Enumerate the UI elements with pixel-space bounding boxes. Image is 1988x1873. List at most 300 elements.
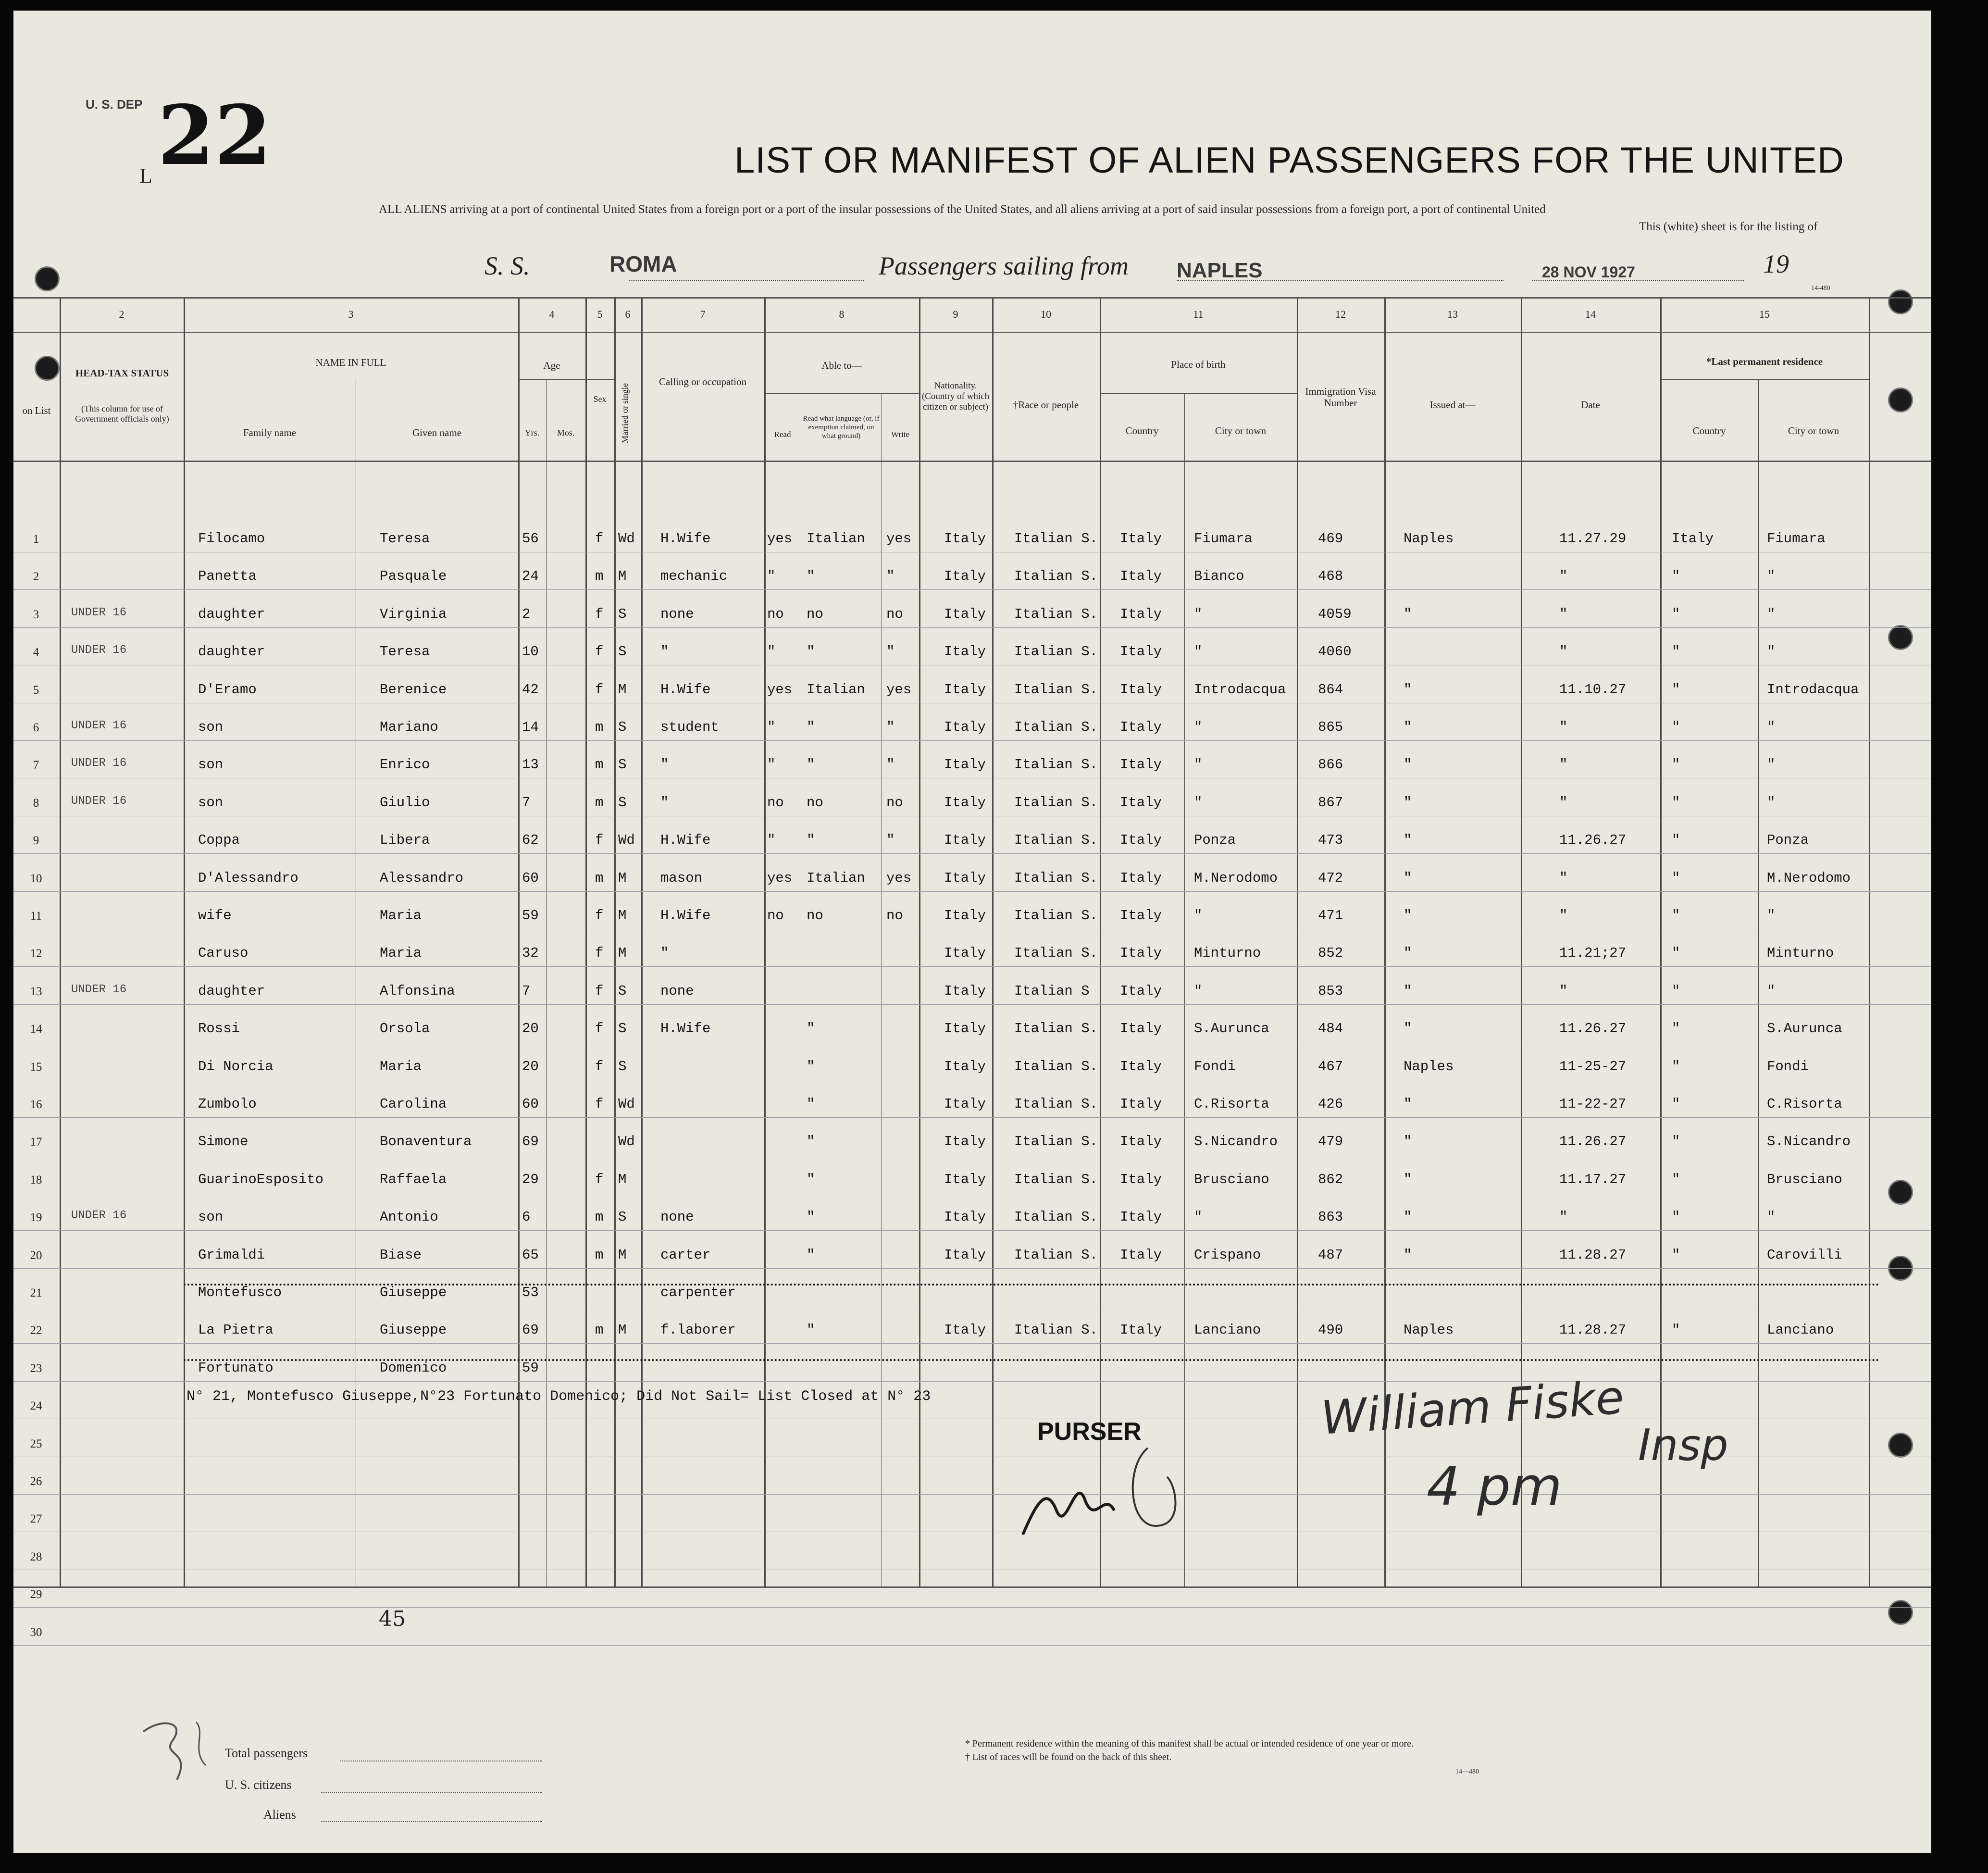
res-city-cell: Lanciano [1767,1322,1834,1338]
write-cell: no [886,606,903,622]
nationality-cell: Italy [944,908,986,924]
sex-cell: f [595,1096,604,1112]
res-city-cell: " [1767,908,1776,924]
issued-at-cell: " [1404,1096,1412,1112]
read-cell: " [767,644,776,660]
visa-number-cell: 865 [1318,719,1343,735]
res-country-cell: " [1672,1058,1680,1074]
birth-city-cell: " [1194,606,1203,622]
family-name-cell: La Pietra [198,1322,273,1338]
binder-hole [1888,1600,1913,1625]
res-country-cell: " [1672,1247,1680,1263]
sex-cell: f [595,531,604,547]
nationality-cell: Italy [944,794,986,811]
occupation-cell: none [660,983,694,999]
read-cell: " [767,832,776,849]
date-cell: 11.10.27 [1559,681,1627,698]
birth-country-cell: Italy [1120,531,1162,547]
issued-at-cell: " [1404,681,1412,698]
row-number: 1 [33,533,39,546]
marital-cell: M [618,1322,627,1338]
res-city-cell: S.Nicandro [1767,1134,1851,1150]
given-name-cell: Mariano [380,719,438,735]
total-passengers-label: Total passengers [225,1746,308,1760]
birth-subrule [1100,393,1297,394]
race-cell: Italian S. [1014,531,1098,547]
age-cell: 59 [522,908,539,924]
occupation-cell: mechanic [660,568,728,585]
marital-cell: Wd [618,832,635,849]
age-cell: 69 [522,1134,539,1150]
res-country-cell: " [1672,1096,1680,1112]
year-label: 19 [1763,250,1789,278]
write-cell: " [886,832,895,849]
married-header: Married or single [620,383,630,443]
date-cell: " [1559,1209,1568,1225]
row-number: 9 [33,834,39,848]
age-cell: 10 [522,644,539,660]
sex-cell: f [595,606,604,622]
res-city-cell: " [1767,757,1776,773]
issued-at-cell: " [1404,606,1412,622]
col-rule [1758,379,1759,1586]
row-rule [13,1381,1931,1382]
res-city-cell: " [1767,606,1776,622]
age-cell: 20 [522,1021,539,1037]
page-subtitle: ALL ALIENS arriving at a port of continental United States from a foreign port or a port of the insular possessions of the United States, and all aliens arriving at a port of said insular possessions from a foreign port, a port of continental United [379,203,1546,216]
read-language-header: Read what language (or, if exemption claimed, on what ground) [803,415,880,440]
res-city-cell: " [1767,644,1776,660]
res-city-cell: Brusciano [1767,1171,1842,1187]
race-cell: Italian S. [1014,1209,1098,1225]
aliens-line [321,1821,542,1822]
res-country-cell: Italy [1672,531,1714,547]
birth-city-cell: M.Nerodomo [1194,870,1278,886]
purser-signature [1004,1429,1205,1549]
race-cell: Italian S [1014,983,1090,999]
age-cell: 29 [522,1171,539,1187]
issued-at-cell: " [1404,1209,1412,1225]
write-cell: " [886,719,895,735]
issued-at-cell: " [1404,1171,1412,1187]
language-cell: " [807,757,815,773]
binder-hole [35,266,60,291]
race-cell: Italian S. [1014,568,1098,585]
col-number: 14 [1585,308,1596,320]
race-cell: Italian S. [1014,1134,1098,1150]
col-number: 6 [625,308,631,320]
head-tax-cell: UNDER 16 [71,983,127,996]
visa-number-cell: 484 [1318,1021,1343,1037]
age-cell: 14 [522,719,539,735]
sex-header: Sex [593,394,607,404]
given-name-cell: Enrico [380,757,430,773]
language-cell: " [807,568,815,585]
head-tax-cell: UNDER 16 [71,757,127,770]
marital-cell: M [618,1247,627,1263]
res-city-header: City or town [1788,425,1839,437]
birth-city-cell: " [1194,908,1203,924]
binder-hole [35,356,60,381]
date-cell: " [1559,794,1568,811]
marital-cell: S [618,1021,627,1037]
head-tax-header: HEAD-TAX STATUS [75,367,169,379]
visa-number-cell: 4059 [1318,606,1352,622]
nationality-cell: Italy [944,681,986,698]
col-rule [1660,298,1662,1586]
row-rule [13,627,1931,628]
row-rule [13,1343,1931,1344]
issued-at-cell: " [1404,908,1412,924]
res-country-cell: " [1672,644,1680,660]
col-number: 7 [700,308,706,320]
marital-cell: M [618,1171,627,1187]
birth-country-cell: Italy [1120,983,1162,999]
birth-city-cell: Fondi [1194,1058,1236,1074]
head-tax-cell: UNDER 16 [71,1209,127,1223]
res-country-header: Country [1692,425,1726,437]
date-cell: " [1559,983,1568,999]
birth-country-cell: Italy [1120,945,1162,961]
nationality-header: Nationality. (Country of which citizen or subject) [921,381,990,412]
col-number: 11 [1193,308,1204,320]
table-bottom-rule [13,1586,1931,1588]
given-name-cell: Maria [380,908,422,924]
occupation-cell: H.Wife [660,1021,711,1037]
col-number: 2 [119,308,124,320]
sex-cell: f [595,1058,604,1074]
row-number: 11 [30,910,42,923]
race-cell: Italian S. [1014,606,1098,622]
res-country-cell: " [1672,719,1680,735]
visa-header: Immigration Visa Number [1305,386,1376,409]
col-number: 13 [1447,308,1458,320]
given-name-cell: Teresa [380,644,430,660]
nationality-cell: Italy [944,1058,986,1074]
given-name-cell: Antonio [380,1209,438,1225]
visa-number-cell: 867 [1318,794,1343,811]
res-country-cell: " [1672,870,1680,886]
occupation-cell: H.Wife [660,908,711,924]
age-cell: 62 [522,832,539,849]
sex-cell: m [595,568,604,585]
sex-cell: f [595,908,604,924]
date-cell: 11.28.27 [1559,1322,1627,1338]
col-rule [1297,298,1298,1586]
race-cell: Italian S. [1014,1247,1098,1263]
birth-city-cell: Lanciano [1194,1322,1261,1338]
marital-cell: M [618,681,627,698]
given-name-cell: Pasquale [380,568,447,585]
res-country-cell: " [1672,1021,1680,1037]
visa-number-cell: 473 [1318,832,1343,849]
birth-country-cell: Italy [1120,606,1162,622]
marital-cell: S [618,606,627,622]
res-country-cell: " [1672,794,1680,811]
last-residence-header: *Last permanent residence [1706,356,1823,367]
occupation-cell: " [660,644,669,660]
write-cell: no [886,794,903,811]
row-number: 10 [30,872,42,885]
birth-country-cell: Italy [1120,757,1162,773]
marital-cell: S [618,1209,627,1225]
row-rule [13,1645,1931,1646]
date-cell: 11.26.27 [1559,1134,1627,1150]
race-cell: Italian S. [1014,757,1098,773]
birth-city-cell: " [1194,1209,1203,1225]
occupation-cell: H.Wife [660,531,711,547]
sex-cell: m [595,870,604,886]
footnote-form-code: 14—480 [1455,1768,1479,1775]
race-cell: Italian S. [1014,794,1098,811]
res-city-cell: S.Aurunca [1767,1021,1842,1037]
res-country-cell: " [1672,681,1680,698]
write-cell: " [886,644,895,660]
age-cell: 7 [522,794,531,811]
head-tax-note: (This column for use of Government officials only) [75,404,169,424]
given-name-cell: Biase [380,1247,422,1263]
marital-cell: Wd [618,1096,635,1112]
family-name-cell: son [198,757,224,773]
issued-at-cell: " [1404,870,1412,886]
write-header: Write [891,430,910,439]
row-rule [13,1117,1931,1118]
birth-city-cell: " [1194,644,1203,660]
read-cell: " [767,568,776,585]
row-rule [13,1494,1931,1495]
res-country-cell: " [1672,606,1680,622]
inspector-signature: William Fiske [1319,1370,1626,1445]
family-name-cell: Coppa [198,832,240,849]
row-number: 22 [30,1324,42,1337]
occupation-cell: carpenter [660,1285,736,1300]
read-cell: no [767,606,784,622]
col-number: 15 [1759,308,1770,320]
write-cell: " [886,757,895,773]
visa-number-cell: 490 [1318,1322,1343,1338]
res-country-cell: " [1672,568,1680,585]
col-rule [1869,298,1870,1586]
marital-cell: S [618,719,627,735]
visa-number-cell: 863 [1318,1209,1343,1225]
birth-country-cell: Italy [1120,1096,1162,1112]
row-rule [13,1607,1931,1608]
family-name-cell: daughter [198,983,265,999]
col-number: 5 [597,308,603,320]
family-name-cell: Zumbolo [198,1096,257,1112]
date-cell: " [1559,757,1568,773]
col-number: 3 [348,308,354,320]
date-cell: " [1559,568,1568,585]
row-number: 23 [30,1361,42,1375]
date-cell: " [1559,644,1568,660]
occupation-cell: H.Wife [660,681,711,698]
date-cell: 11.26.27 [1559,1021,1627,1037]
birth-country-cell: Italy [1120,1322,1162,1338]
nationality-cell: Italy [944,1134,986,1150]
marital-cell: S [618,983,627,999]
race-cell: Italian S. [1014,1171,1098,1187]
language-cell: no [807,606,823,622]
able-to-header: Able to— [821,360,862,371]
row-rule [13,1268,1931,1269]
manifest-sheet [13,11,1931,1853]
date-underline [1532,280,1744,281]
date-cell: 11.28.27 [1559,1247,1627,1263]
language-cell: Italian [807,681,865,698]
us-citizens-line [321,1792,542,1793]
sex-cell: m [595,1322,604,1338]
visa-number-cell: 864 [1318,681,1343,698]
race-header: †Race or people [1013,399,1079,411]
visa-number-cell: 862 [1318,1171,1343,1187]
row-number: 20 [30,1249,42,1262]
date-cell: 11-25-27 [1559,1058,1627,1074]
signature-time: 4 pm [1427,1456,1562,1517]
binder-hole [1888,625,1913,650]
birth-city-cell: Bianco [1194,568,1244,585]
nationality-cell: Italy [944,832,986,849]
language-cell: " [807,1171,815,1187]
read-cell: yes [767,681,793,698]
issued-at-cell: " [1404,832,1412,849]
issued-at-cell: " [1404,945,1412,961]
sex-cell: m [595,794,604,811]
sex-cell: f [595,832,604,849]
family-name-cell: Fortunato [198,1360,273,1376]
birth-country-cell: Italy [1120,1209,1162,1225]
res-country-cell: " [1672,983,1680,999]
birth-country-cell: Italy [1120,908,1162,924]
birth-city-cell: C.Risorta [1194,1096,1269,1112]
row-number: 27 [30,1512,42,1526]
res-city-cell: Fiumara [1767,531,1826,547]
race-cell: Italian S. [1014,644,1098,660]
res-city-cell: Ponza [1767,832,1809,849]
res-city-cell: Minturno [1767,945,1834,961]
form-code: 14-480 [1811,285,1830,292]
col-number: 12 [1335,308,1346,320]
res-country-cell: " [1672,1322,1680,1338]
given-name-cell: Alessandro [380,870,464,886]
res-country-cell: " [1672,1134,1680,1150]
row-number: 25 [30,1437,42,1450]
marital-cell: Wd [618,1134,635,1150]
row-rule [13,891,1931,892]
col-number: 10 [1041,308,1051,320]
date-header: Date [1581,399,1600,411]
language-cell: " [807,1247,815,1263]
age-cell: 59 [522,1360,539,1376]
row-21-strike [184,1284,1880,1286]
purser-stamp: PURSER [1037,1418,1142,1446]
age-cell: 7 [522,983,531,999]
nationality-cell: Italy [944,606,986,622]
write-cell: yes [886,681,912,698]
age-cell: 65 [522,1247,539,1263]
birth-country-cell: Italy [1120,832,1162,849]
res-city-cell: " [1767,719,1776,735]
occupation-cell: none [660,606,694,622]
given-name-cell: Giuseppe [380,1285,447,1300]
visa-number-cell: 4060 [1318,644,1352,660]
row-number: 14 [30,1023,42,1036]
sex-cell: f [595,945,604,961]
row-number: 24 [30,1399,42,1413]
birth-country-cell: Italy [1120,870,1162,886]
name-in-full-header: NAME IN FULL [315,357,386,368]
nationality-cell: Italy [944,644,986,660]
res-city-cell: C.Risorta [1767,1096,1842,1112]
nationality-cell: Italy [944,719,986,735]
read-cell: " [767,757,776,773]
col-number: 9 [953,308,958,320]
binder-hole [1888,387,1913,412]
res-city-cell: Carovilli [1767,1247,1842,1263]
insp-mark: Insp [1638,1420,1728,1471]
language-cell: " [807,1021,815,1037]
write-cell: yes [886,531,912,547]
nationality-cell: Italy [944,983,986,999]
birth-city-cell: Fiumara [1194,531,1253,547]
head-tax-cell: UNDER 16 [71,606,127,619]
birth-country-cell: Italy [1120,1021,1162,1037]
marital-cell: M [618,870,627,886]
sailing-date: 28 NOV 1927 [1542,263,1635,281]
race-cell: Italian S. [1014,908,1098,924]
issued-at-cell: " [1404,1247,1412,1263]
date-cell: 11.21;27 [1559,945,1627,961]
age-mos-header: Mos. [557,428,575,437]
family-name-cell: Filocamo [198,531,265,547]
occupation-cell: f.laborer [660,1322,736,1338]
res-country-cell: " [1672,1209,1680,1225]
family-name-cell: Grimaldi [198,1247,265,1263]
table-header-rule [13,461,1931,462]
marital-cell: S [618,644,627,660]
age-cell: 53 [522,1285,539,1300]
race-cell: Italian S. [1014,1021,1098,1037]
port-underline [1177,280,1503,281]
birth-city-cell: S.Aurunca [1194,1021,1269,1037]
occupation-cell: " [660,757,669,773]
on-list-header: on List [22,405,51,416]
visa-number-cell: 479 [1318,1134,1343,1150]
occupation-cell: " [660,794,669,811]
marital-cell: Wd [618,531,635,547]
nationality-cell: Italy [944,568,986,585]
us-citizens-label: U. S. citizens [225,1778,292,1792]
res-country-cell: " [1672,908,1680,924]
res-country-cell: " [1672,832,1680,849]
col-rule [1184,393,1185,1586]
family-name-cell: GuarinoEsposito [198,1171,324,1187]
birth-country-cell: Italy [1120,568,1162,585]
given-name-cell: Alfonsina [380,983,455,999]
row-number: 26 [30,1475,42,1488]
birth-country-cell: Italy [1120,1171,1162,1187]
row-number: 7 [33,759,39,772]
sex-cell: f [595,644,604,660]
row-number: 16 [30,1098,42,1111]
family-name-cell: wife [198,908,232,924]
did-not-sail-note: N° 21, Montefusco Giuseppe,N°23 Fortunato Domenico; Did Not Sail= List Closed at N° 23 [186,1388,931,1405]
issued-at-cell: Naples [1404,1058,1454,1074]
issued-at-cell: " [1404,1021,1412,1037]
visa-number-cell: 471 [1318,908,1343,924]
nationality-cell: Italy [944,1171,986,1187]
family-name-cell: son [198,794,224,811]
